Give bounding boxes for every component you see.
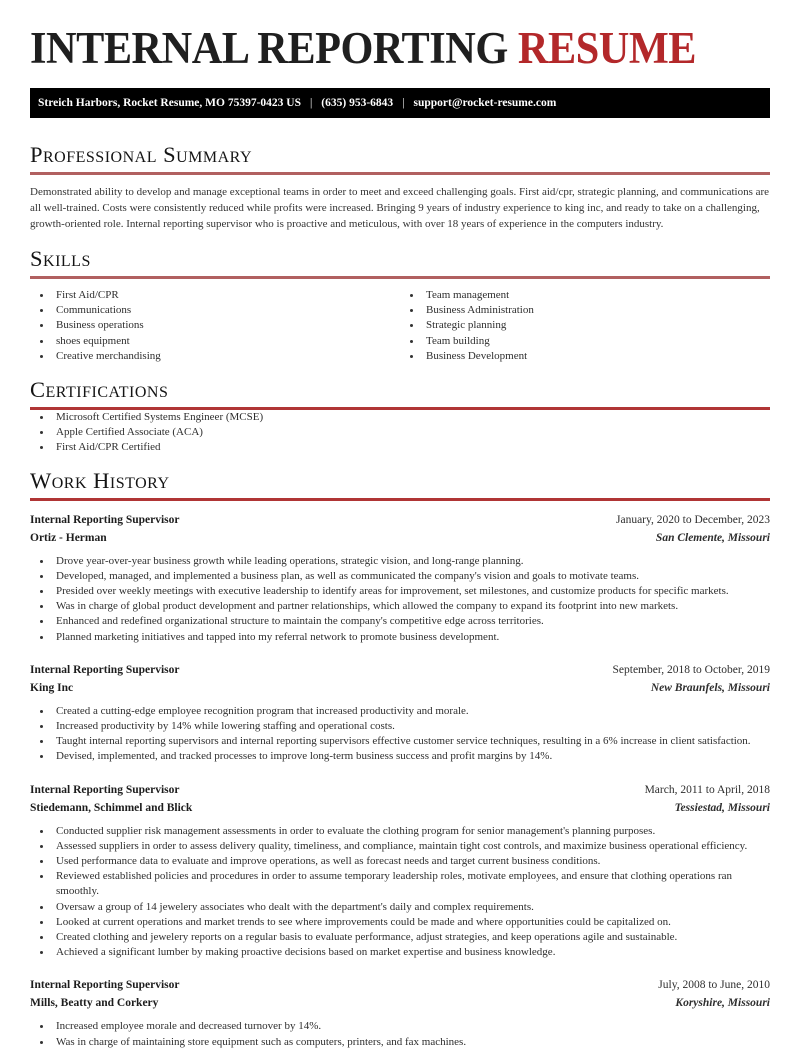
page-title-black: INTERNAL REPORTING <box>30 23 508 73</box>
certification-item: • First Aid/CPR Certified <box>52 440 770 455</box>
summary-rule <box>30 172 770 175</box>
job-bullet: • Looked at current operations and market trends to see where improvements could be made and where opportunities could be capitalized on. <box>52 915 770 930</box>
skills-list-left <box>30 288 400 364</box>
job-title: Internal Reporting Supervisor <box>30 979 180 992</box>
work-history-heading: Work History <box>30 467 170 493</box>
certification-item: • Microsoft Certified Systems Engineer (MCSE) <box>52 410 770 425</box>
job-dates: July, 2008 to June, 2010 <box>658 979 770 992</box>
job-title: Internal Reporting Supervisor <box>30 783 180 796</box>
job-entry <box>30 782 770 961</box>
job-company: Ortiz - Herman <box>30 531 107 544</box>
job-bullet: • Oversaw a group of 14 jewelery associates who dealt with the department's daily and complex requirements. <box>52 900 770 915</box>
contact-phone: (635) 953-6843 <box>321 97 394 109</box>
skills-rule <box>30 276 770 279</box>
certifications-list <box>30 410 770 456</box>
skills-heading: Skills <box>30 246 91 271</box>
job-bullet: • Achieved a significant lumber by making proactive decisions based on market expertise and business knowledge. <box>52 945 770 960</box>
skill-item: • First Aid/CPR <box>52 288 400 303</box>
job-bullet: • Was in charge of global product development and partner relationships, which allowed the company to expand its footprint into new markets. <box>52 599 770 614</box>
job-bullet: • Drove year-over-year business growth while leading operations, strategic vision, and long-range planning. <box>52 554 770 569</box>
certification-item: • Apple Certified Associate (ACA) <box>52 425 770 440</box>
skill-item: • Communications <box>52 303 400 318</box>
contact-bar <box>30 88 770 118</box>
section-professional-summary <box>30 142 770 232</box>
skill-item: • Creative merchandising <box>52 349 400 364</box>
job-bullet-list <box>30 1019 770 1049</box>
job-header-row <box>30 512 770 528</box>
skill-item: • Business Administration <box>422 303 770 318</box>
job-bullet: • Devised, implemented, and tracked processes to improve long-term business success and profit margins by 14%. <box>52 749 770 764</box>
work-history-rule <box>30 498 770 501</box>
job-bullet: • Conducted supplier risk management assessments in order to evaluate the clothing program for senior management's planning purposes. <box>52 824 770 839</box>
job-location: New Braunfels, Missouri <box>650 681 770 694</box>
job-location: Tessiestad, Missouri <box>674 801 770 814</box>
job-bullet: • Increased productivity by 14% while lowering staffing and operational costs. <box>52 719 770 734</box>
job-bullet: • Used performance data to evaluate and improve operations, as well as forecast needs and target current business conditions. <box>52 854 770 869</box>
job-bullet: • Planned marketing initiatives and tapped into my referral network to promote business development. <box>52 630 770 645</box>
job-company: Mills, Beatty and Corkery <box>30 997 159 1010</box>
job-header-row <box>30 782 770 798</box>
job-subheader-row <box>30 800 770 816</box>
page-title <box>30 23 726 73</box>
job-dates: March, 2011 to April, 2018 <box>644 783 770 796</box>
job-location: Koryshire, Missouri <box>675 997 770 1010</box>
contact-email: support@rocket-resume.com <box>413 97 557 109</box>
job-bullet: • Was in charge of maintaining store equipment such as computers, printers, and fax machines. <box>52 1035 770 1050</box>
contact-separator: | <box>402 97 405 109</box>
job-header-row <box>30 977 770 993</box>
section-skills <box>30 246 770 364</box>
skill-item: • Business operations <box>52 318 400 333</box>
summary-heading: Professional Summary <box>30 142 253 167</box>
summary-text: Demonstrated ability to develop and manage exceptional teams in order to meet and exceed challenging goals. First aid/cpr, strategic planning, and communications are all well-trained. Costs were consistently reduced while profits were increased. Bringing 9 years of industry experience to king inc, and ready to take on a challenging, growth-oriented role. Internal reporting supervisor who is proactive and meticulous, with over 18 years of experience in the computers industry. <box>30 186 770 230</box>
contact-separator: | <box>309 97 313 109</box>
job-title: Internal Reporting Supervisor <box>30 663 180 676</box>
job-bullet-list <box>30 824 770 961</box>
job-entry <box>30 512 770 645</box>
job-bullet: • Taught internal reporting supervisors and internal reporting supervisors effective customer service techniques, resulting in a 6% increase in client satisfaction. <box>52 734 770 749</box>
job-bullet: • Increased employee morale and decreased turnover by 14%. <box>52 1019 770 1034</box>
job-title: Internal Reporting Supervisor <box>30 513 180 526</box>
job-bullet: • Created clothing and jewelery reports on a regular basis to evaluate performance, adjust strategies, and keep operations agile and sustainable. <box>52 930 770 945</box>
job-entry <box>30 662 770 765</box>
job-bullet-list <box>30 704 770 765</box>
job-bullet: • Assessed suppliers in order to assess delivery quality, timeliness, and compliance, maintain tight cost controls, and maximize business operational efficiency. <box>52 839 770 854</box>
skill-item: • Team building <box>422 334 770 349</box>
job-bullet: • Created a cutting-edge employee recognition program that increased productivity and morale. <box>52 704 770 719</box>
skills-columns <box>30 288 770 364</box>
section-certifications <box>30 377 770 456</box>
job-subheader-row <box>30 680 770 696</box>
skill-item: • Team management <box>422 288 770 303</box>
job-header-row <box>30 662 770 678</box>
job-subheader-row <box>30 530 770 546</box>
skill-item: • shoes equipment <box>52 334 400 349</box>
job-bullet: • Reviewed established policies and procedures in order to assume temporary leadership roles, motivate employees, and ensure that clothing operations ran smoothly. <box>52 869 770 899</box>
job-bullet: • Enhanced and redefined organizational structure to maintain the company's competitive edge across territories. <box>52 614 770 629</box>
certifications-heading: Certifications <box>30 377 169 403</box>
skill-item: • Business Development <box>422 349 770 364</box>
skill-item: • Strategic planning <box>422 318 770 333</box>
job-dates: September, 2018 to October, 2019 <box>612 663 770 676</box>
job-dates: January, 2020 to December, 2023 <box>616 513 770 526</box>
section-work-history <box>30 468 770 1050</box>
job-bullet: • Developed, managed, and implemented a business plan, as well as communicated the company's vision and goals to motivate teams. <box>52 569 770 584</box>
job-bullet: • Presided over weekly meetings with executive leadership to identify areas for improvement, set milestones, and customize products for specific markets. <box>52 584 770 599</box>
job-subheader-row <box>30 995 770 1011</box>
page-title-red: RESUME <box>517 23 697 73</box>
job-company: King Inc <box>30 681 74 694</box>
job-bullet-list <box>30 554 770 645</box>
job-company: Stiedemann, Schimmel and Blick <box>30 801 193 814</box>
contact-address: Streich Harbors, Rocket Resume, MO 75397-0423 US <box>38 97 301 109</box>
skills-list-right <box>400 288 770 364</box>
job-entry <box>30 977 770 1049</box>
job-location: San Clemente, Missouri <box>655 531 770 544</box>
